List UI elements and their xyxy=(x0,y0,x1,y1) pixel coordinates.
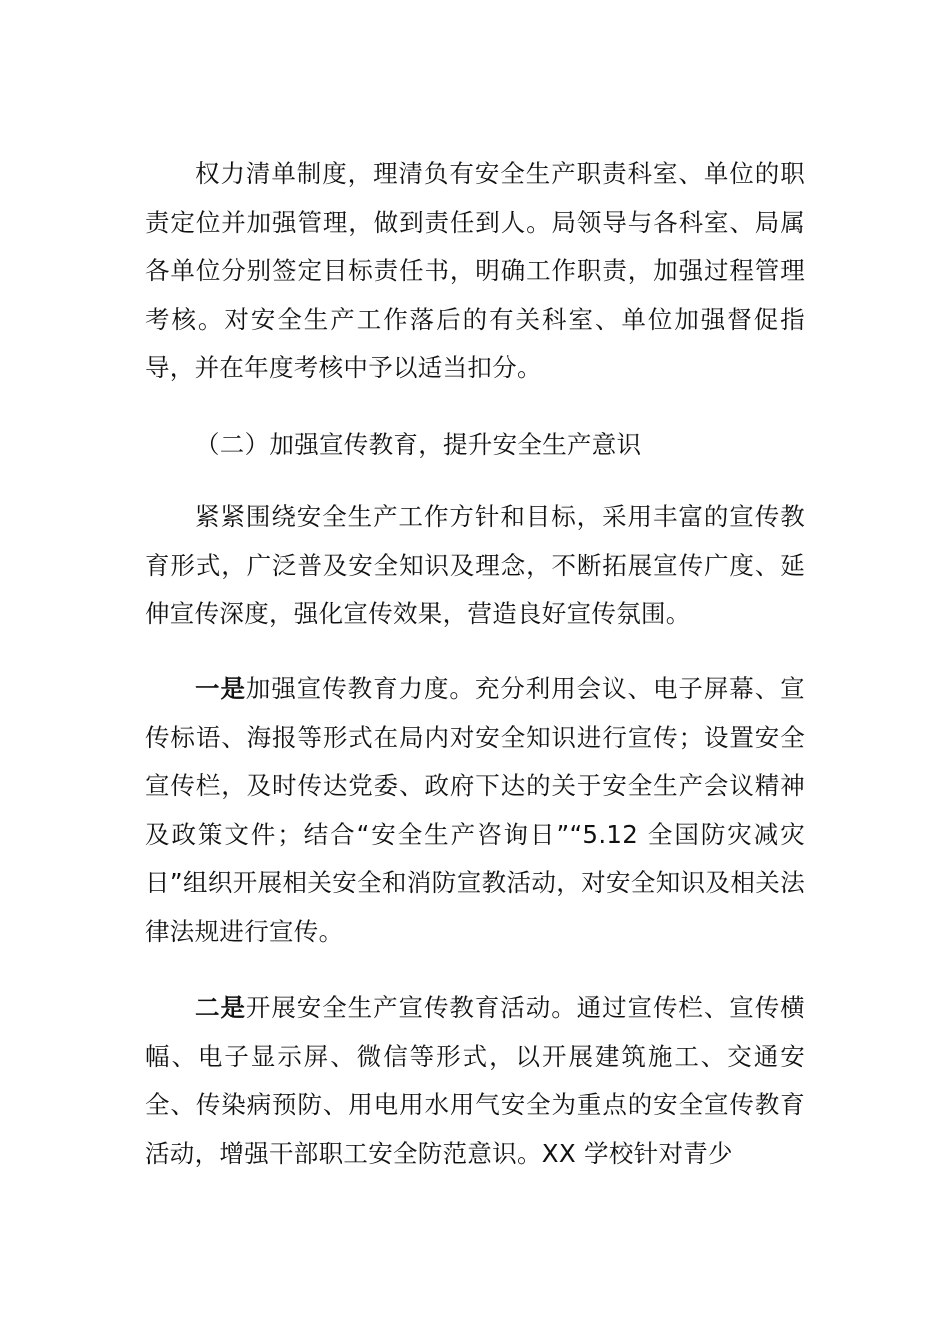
point-lead: 一是 xyxy=(195,674,246,703)
paragraph-point-two xyxy=(145,984,805,1178)
section-heading: （二）加强宣传教育，提升安全生产意识 xyxy=(195,430,642,459)
paragraph-text: 权力清单制度，理清负有安全生产职责科室、单位的职责定位并加强管理，做到责任到人。局领导与各科室、局属各单位分别签定目标责任书，明确工作职责，加强过程管理考核。对安全生产工作落后的有关科室、单位加强督促指导，并在年度考核中予以适当扣分。 xyxy=(145,159,805,382)
paragraph-text: 加强宣传教育力度。充分利用会议、电子屏幕、宣传标语、海报等形式在局内对安全知识进行宣传；设置安全宣传栏，及时传达党委、政府下达的关于安全生产会议精神及政策文件；结合“安全生产咨询日”“5.12 全国防灾减灾日”组织开展相关安全和消防宣教活动，对安全知识及相关法律法规进行宣传。 xyxy=(145,674,805,946)
paragraph-text: 紧紧围绕安全生产工作方针和目标，采用丰富的宣传教育形式，广泛普及安全知识及理念，不断拓展宣传广度、延伸宣传深度，强化宣传效果，营造良好宣传氛围。 xyxy=(145,502,805,628)
paragraph-responsibility xyxy=(145,150,805,393)
paragraph-propaganda-intro xyxy=(145,493,805,639)
paragraph-text: 开展安全生产宣传教育活动。通过宣传栏、宣传横幅、电子显示屏、微信等形式，以开展建筑施工、交通安全、传染病预防、用电用水用气安全为重点的安全宣传教育活动，增强干部职工安全防范意识。XX 学校针对青少 xyxy=(145,993,805,1168)
paragraph-point-one xyxy=(145,665,805,956)
point-lead: 二是 xyxy=(195,993,246,1022)
